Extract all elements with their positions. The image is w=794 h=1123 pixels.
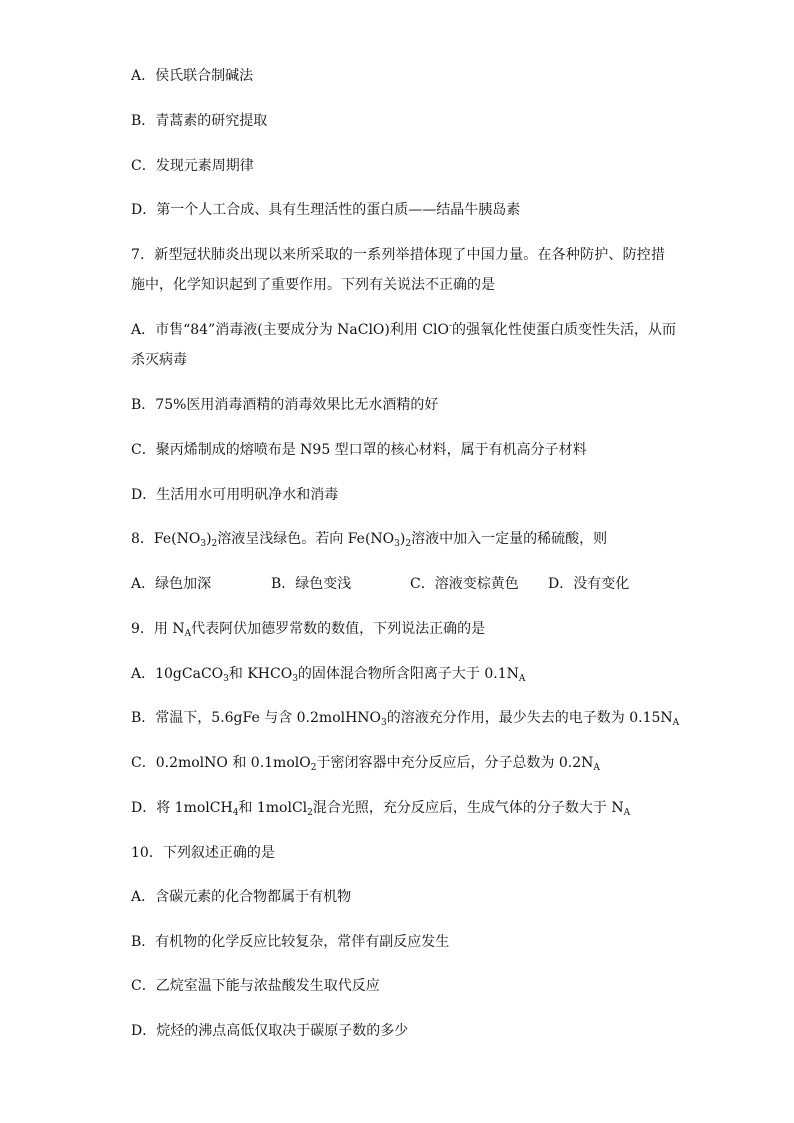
text: A．10gCaCO <box>131 666 224 682</box>
q6-option-b: B．青蒿素的研究提取 <box>131 113 268 129</box>
q8-option-b: B．绿色变浅 <box>271 576 352 592</box>
q7-option-d: D．生活用水可用明矾净水和消毒 <box>131 487 339 503</box>
subscript: 4 <box>232 808 239 818</box>
q10-option-b: B．有机物的化学反应比较复杂，常伴有副反应发生 <box>131 934 450 950</box>
text: 的溶液充分作用，最少失去的电子数为 0.15N <box>386 710 673 726</box>
q7-stem-line-1: 7．新型冠状肺炎出现以来所采取的一系列举措体现了中国力量。在各种防护、防控措 <box>131 247 665 263</box>
subscript: A <box>623 808 631 818</box>
text: ) <box>399 531 406 547</box>
q8-option-c: C．溶液变棕黄色 <box>410 576 519 592</box>
q9-stem <box>131 620 485 638</box>
q9-option-b <box>131 709 679 727</box>
q10-option-d: D．烷烃的沸点高低仅取决于碳原子数的多少 <box>131 1023 409 1039</box>
q7-option-a-prefix: A．市售“84”消毒液(主要成分为 NaClO)利用 ClO <box>131 322 449 338</box>
text: 的固体混合物所含阳离子大于 0.1N <box>297 666 519 682</box>
text: C．0.2molNO 和 0.1molO <box>131 755 311 771</box>
q10-stem: 10．下列叙述正确的是 <box>131 845 275 861</box>
subscript: A <box>672 718 680 728</box>
q6-option-c: C．发现元素周期律 <box>131 158 254 174</box>
q7-option-a-suffix: 的强氧化性使蛋白质变性失活，从而 <box>452 322 677 338</box>
subscript: A <box>593 763 600 773</box>
q8-option-d: D．没有变化 <box>548 576 630 592</box>
subscript: 3 <box>200 539 207 549</box>
q7-option-b: B．75%医用消毒酒精的消毒效果比无水酒精的好 <box>131 397 439 413</box>
subscript: 2 <box>307 808 313 818</box>
text: 于密闭容器中充分反应后，分子总数为 0.2N <box>316 755 594 771</box>
text: 代表阿伏加德罗常数的数值，下列说法正确的是 <box>191 621 486 637</box>
text: 和 1molCl <box>238 800 308 816</box>
text: 9．用 N <box>131 621 185 637</box>
subscript: 2 <box>310 763 317 773</box>
text: ) <box>206 531 212 547</box>
subscript: 2 <box>405 539 412 549</box>
text: 溶液中加入一定量的稀硫酸，则 <box>411 531 608 547</box>
subscript: 3 <box>223 674 229 684</box>
subscript: 3 <box>381 718 387 728</box>
q9-option-a <box>131 665 525 683</box>
q8-stem <box>131 530 607 548</box>
text: B．常温下，5.6gFe 与含 0.2molHNO <box>131 710 382 726</box>
q8-option-a: A．绿色加深 <box>131 576 212 592</box>
text: 和 KHCO <box>228 666 293 682</box>
q7-option-a-line-2: 杀灭病毒 <box>131 352 187 368</box>
text: 溶液呈浅绿色。若向 Fe(NO <box>217 531 395 547</box>
subscript: 3 <box>394 539 400 549</box>
q6-option-d: D．第一个人工合成、具有生理活性的蛋白质——结晶牛胰岛素 <box>131 202 521 218</box>
subscript: A <box>184 629 192 639</box>
subscript: 3 <box>292 674 298 684</box>
subscript: A <box>518 674 526 684</box>
subscript: 2 <box>211 539 218 549</box>
q10-option-c: C．乙烷室温下能与浓盐酸发生取代反应 <box>131 978 380 994</box>
superscript: - <box>449 321 453 331</box>
q10-option-a: A．含碳元素的化合物都属于有机物 <box>131 889 352 905</box>
q7-option-a-line-1 <box>131 321 677 339</box>
text: D．将 1molCH <box>131 800 233 816</box>
text: 8．Fe(NO <box>131 531 201 547</box>
q7-option-c: C．聚丙烯制成的熔喷布是 N95 型口罩的核心材料，属于有机高分子材料 <box>131 442 587 458</box>
q9-option-c <box>131 754 600 772</box>
q7-stem-line-2: 施中，化学知识起到了重要作用。下列有关说法不正确的是 <box>131 277 495 293</box>
q6-option-a: A．侯氏联合制碱法 <box>131 68 254 84</box>
q9-option-d <box>131 799 630 817</box>
text: 混合光照，充分反应后，生成气体的分子数大于 N <box>312 800 624 816</box>
